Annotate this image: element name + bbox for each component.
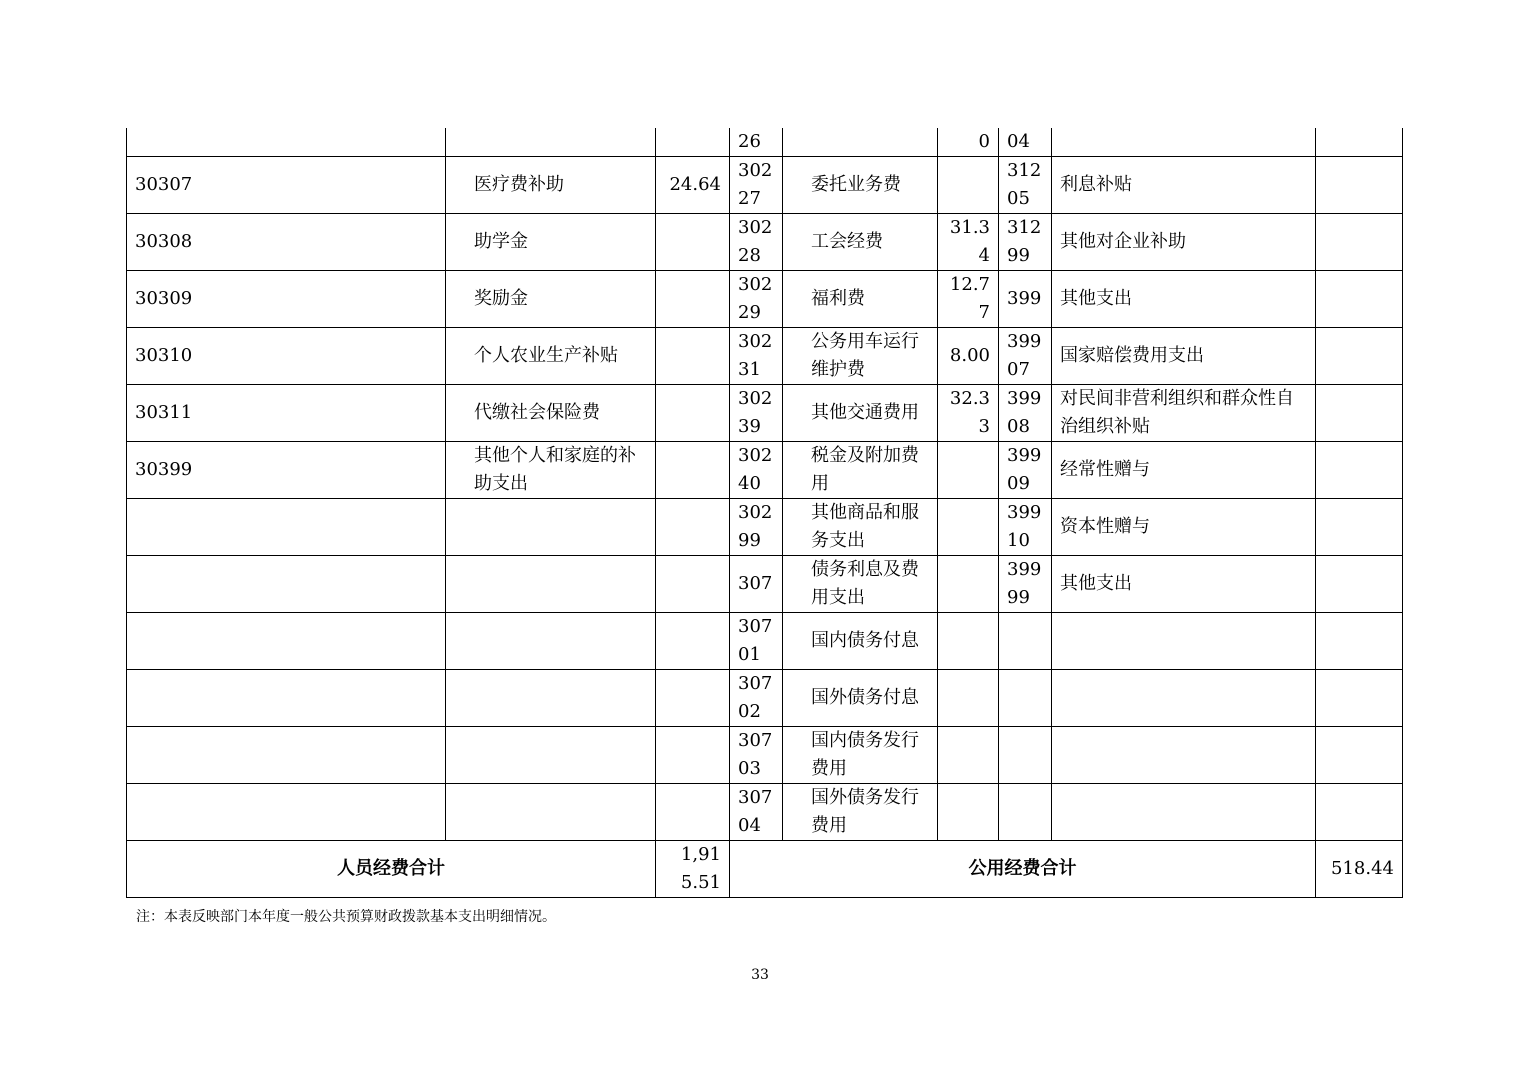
amount-cell: [1316, 499, 1403, 556]
econ-code-cell: [999, 727, 1052, 784]
econ-code-cell: 30228: [730, 214, 783, 271]
econ-code-cell: 39910: [999, 499, 1052, 556]
amount-cell: [938, 442, 999, 499]
amount-cell: [938, 499, 999, 556]
amount-cell: [656, 727, 730, 784]
item-name-cell: 对民间非营利组织和群众性自治组织补贴: [1052, 385, 1316, 442]
amount-cell: 12.77: [938, 271, 999, 328]
totals-row: [127, 841, 1403, 898]
table-row: [127, 784, 1403, 841]
item-name-cell: 助学金: [446, 214, 656, 271]
item-name-cell: [1052, 784, 1316, 841]
item-name-cell: 国外债务付息: [783, 670, 938, 727]
personnel-total-label: 人员经费合计: [127, 841, 656, 898]
table-row: [127, 442, 1403, 499]
econ-code-cell: [999, 670, 1052, 727]
econ-code-cell: 30299: [730, 499, 783, 556]
expenditure-detail-table: [126, 128, 1403, 898]
econ-code-cell: 30231: [730, 328, 783, 385]
econ-code-cell: [999, 613, 1052, 670]
table-row: [127, 271, 1403, 328]
econ-code-cell: 307: [730, 556, 783, 613]
econ-code-cell: 30308: [127, 214, 446, 271]
item-name-cell: 福利费: [783, 271, 938, 328]
econ-code-cell: 30702: [730, 670, 783, 727]
amount-cell: [1316, 214, 1403, 271]
item-name-cell: 国外债务发行费用: [783, 784, 938, 841]
item-name-cell: 资本性赠与: [1052, 499, 1316, 556]
item-name-cell: [1052, 727, 1316, 784]
amount-cell: [1316, 442, 1403, 499]
amount-cell: [656, 556, 730, 613]
item-name-cell: 国内债务发行费用: [783, 727, 938, 784]
econ-code-cell: 39999: [999, 556, 1052, 613]
item-name-cell: 代缴社会保险费: [446, 385, 656, 442]
item-name-cell: 其他交通费用: [783, 385, 938, 442]
econ-code-cell: 30227: [730, 157, 783, 214]
amount-cell: [938, 670, 999, 727]
item-name-cell: 医疗费补助: [446, 157, 656, 214]
econ-code-cell: [127, 670, 446, 727]
item-name-cell: 债务利息及费用支出: [783, 556, 938, 613]
item-name-cell: 其他对企业补助: [1052, 214, 1316, 271]
table-row: [127, 727, 1403, 784]
amount-cell: [1316, 727, 1403, 784]
amount-cell: [656, 613, 730, 670]
item-name-cell: 国内债务付息: [783, 613, 938, 670]
item-name-cell: 工会经费: [783, 214, 938, 271]
amount-cell: 32.33: [938, 385, 999, 442]
item-name-cell: [446, 784, 656, 841]
econ-code-cell: [999, 784, 1052, 841]
table-footnote: 注：本表反映部门本年度一般公共预算财政拨款基本支出明细情况。: [136, 909, 556, 925]
personnel-total-value: 1,915.51: [656, 841, 730, 898]
table-row: [127, 328, 1403, 385]
amount-cell: [1316, 556, 1403, 613]
amount-cell: [656, 328, 730, 385]
table-row: [127, 157, 1403, 214]
item-name-cell: 利息补贴: [1052, 157, 1316, 214]
item-name-cell: 委托业务费: [783, 157, 938, 214]
econ-code-cell: 30703: [730, 727, 783, 784]
item-name-cell: 经常性赠与: [1052, 442, 1316, 499]
item-name-cell: [1052, 670, 1316, 727]
econ-code-cell: 30307: [127, 157, 446, 214]
econ-code-cell: 30704: [730, 784, 783, 841]
econ-code-cell: [127, 613, 446, 670]
item-name-cell: [1052, 613, 1316, 670]
page-number: 33: [751, 967, 769, 983]
item-name-cell: [446, 727, 656, 784]
item-name-cell: [446, 499, 656, 556]
amount-cell: [1316, 328, 1403, 385]
econ-code-cell: 30399: [127, 442, 446, 499]
amount-cell: [938, 556, 999, 613]
econ-code-cell: 399: [999, 271, 1052, 328]
econ-code-cell: 30701: [730, 613, 783, 670]
econ-code-cell: 04: [999, 128, 1052, 157]
amount-cell: 0: [938, 128, 999, 157]
item-name-cell: 其他支出: [1052, 271, 1316, 328]
table-row: [127, 128, 1403, 157]
item-name-cell: [446, 556, 656, 613]
econ-code-cell: 30310: [127, 328, 446, 385]
econ-code-cell: [127, 727, 446, 784]
item-name-cell: 个人农业生产补贴: [446, 328, 656, 385]
amount-cell: 31.34: [938, 214, 999, 271]
econ-code-cell: 26: [730, 128, 783, 157]
expenditure-table-container: [126, 128, 1403, 898]
item-name-cell: [446, 670, 656, 727]
table-row: [127, 613, 1403, 670]
econ-code-cell: 39909: [999, 442, 1052, 499]
econ-code-cell: 30309: [127, 271, 446, 328]
amount-cell: [1316, 670, 1403, 727]
table-row: [127, 670, 1403, 727]
amount-cell: [656, 442, 730, 499]
econ-code-cell: 30311: [127, 385, 446, 442]
table-row: [127, 499, 1403, 556]
item-name-cell: 奖励金: [446, 271, 656, 328]
table-row: [127, 214, 1403, 271]
econ-code-cell: 39908: [999, 385, 1052, 442]
amount-cell: [656, 670, 730, 727]
econ-code-cell: [127, 784, 446, 841]
item-name-cell: 公务用车运行维护费: [783, 328, 938, 385]
econ-code-cell: 31205: [999, 157, 1052, 214]
econ-code-cell: [127, 556, 446, 613]
econ-code-cell: 30240: [730, 442, 783, 499]
amount-cell: [656, 499, 730, 556]
amount-cell: 8.00: [938, 328, 999, 385]
amount-cell: [656, 784, 730, 841]
amount-cell: [656, 271, 730, 328]
amount-cell: [1316, 784, 1403, 841]
item-name-cell: [446, 613, 656, 670]
table-row: [127, 385, 1403, 442]
amount-cell: [1316, 385, 1403, 442]
econ-code-cell: 30229: [730, 271, 783, 328]
item-name-cell: 其他支出: [1052, 556, 1316, 613]
amount-cell: [656, 214, 730, 271]
amount-cell: [1316, 271, 1403, 328]
amount-cell: 24.64: [656, 157, 730, 214]
amount-cell: [656, 385, 730, 442]
econ-code-cell: 31299: [999, 214, 1052, 271]
item-name-cell: 其他商品和服务支出: [783, 499, 938, 556]
econ-code-cell: 30239: [730, 385, 783, 442]
item-name-cell: 国家赔偿费用支出: [1052, 328, 1316, 385]
amount-cell: [938, 613, 999, 670]
amount-cell: [1316, 613, 1403, 670]
amount-cell: [938, 784, 999, 841]
amount-cell: [1316, 157, 1403, 214]
table-row: [127, 556, 1403, 613]
econ-code-cell: [127, 499, 446, 556]
item-name-cell: 税金及附加费用: [783, 442, 938, 499]
amount-cell: [938, 157, 999, 214]
amount-cell: [938, 727, 999, 784]
table-body: [127, 128, 1403, 841]
item-name-cell: 其他个人和家庭的补助支出: [446, 442, 656, 499]
public-total-value: 518.44: [1316, 841, 1403, 898]
econ-code-cell: 39907: [999, 328, 1052, 385]
public-total-label: 公用经费合计: [730, 841, 1316, 898]
